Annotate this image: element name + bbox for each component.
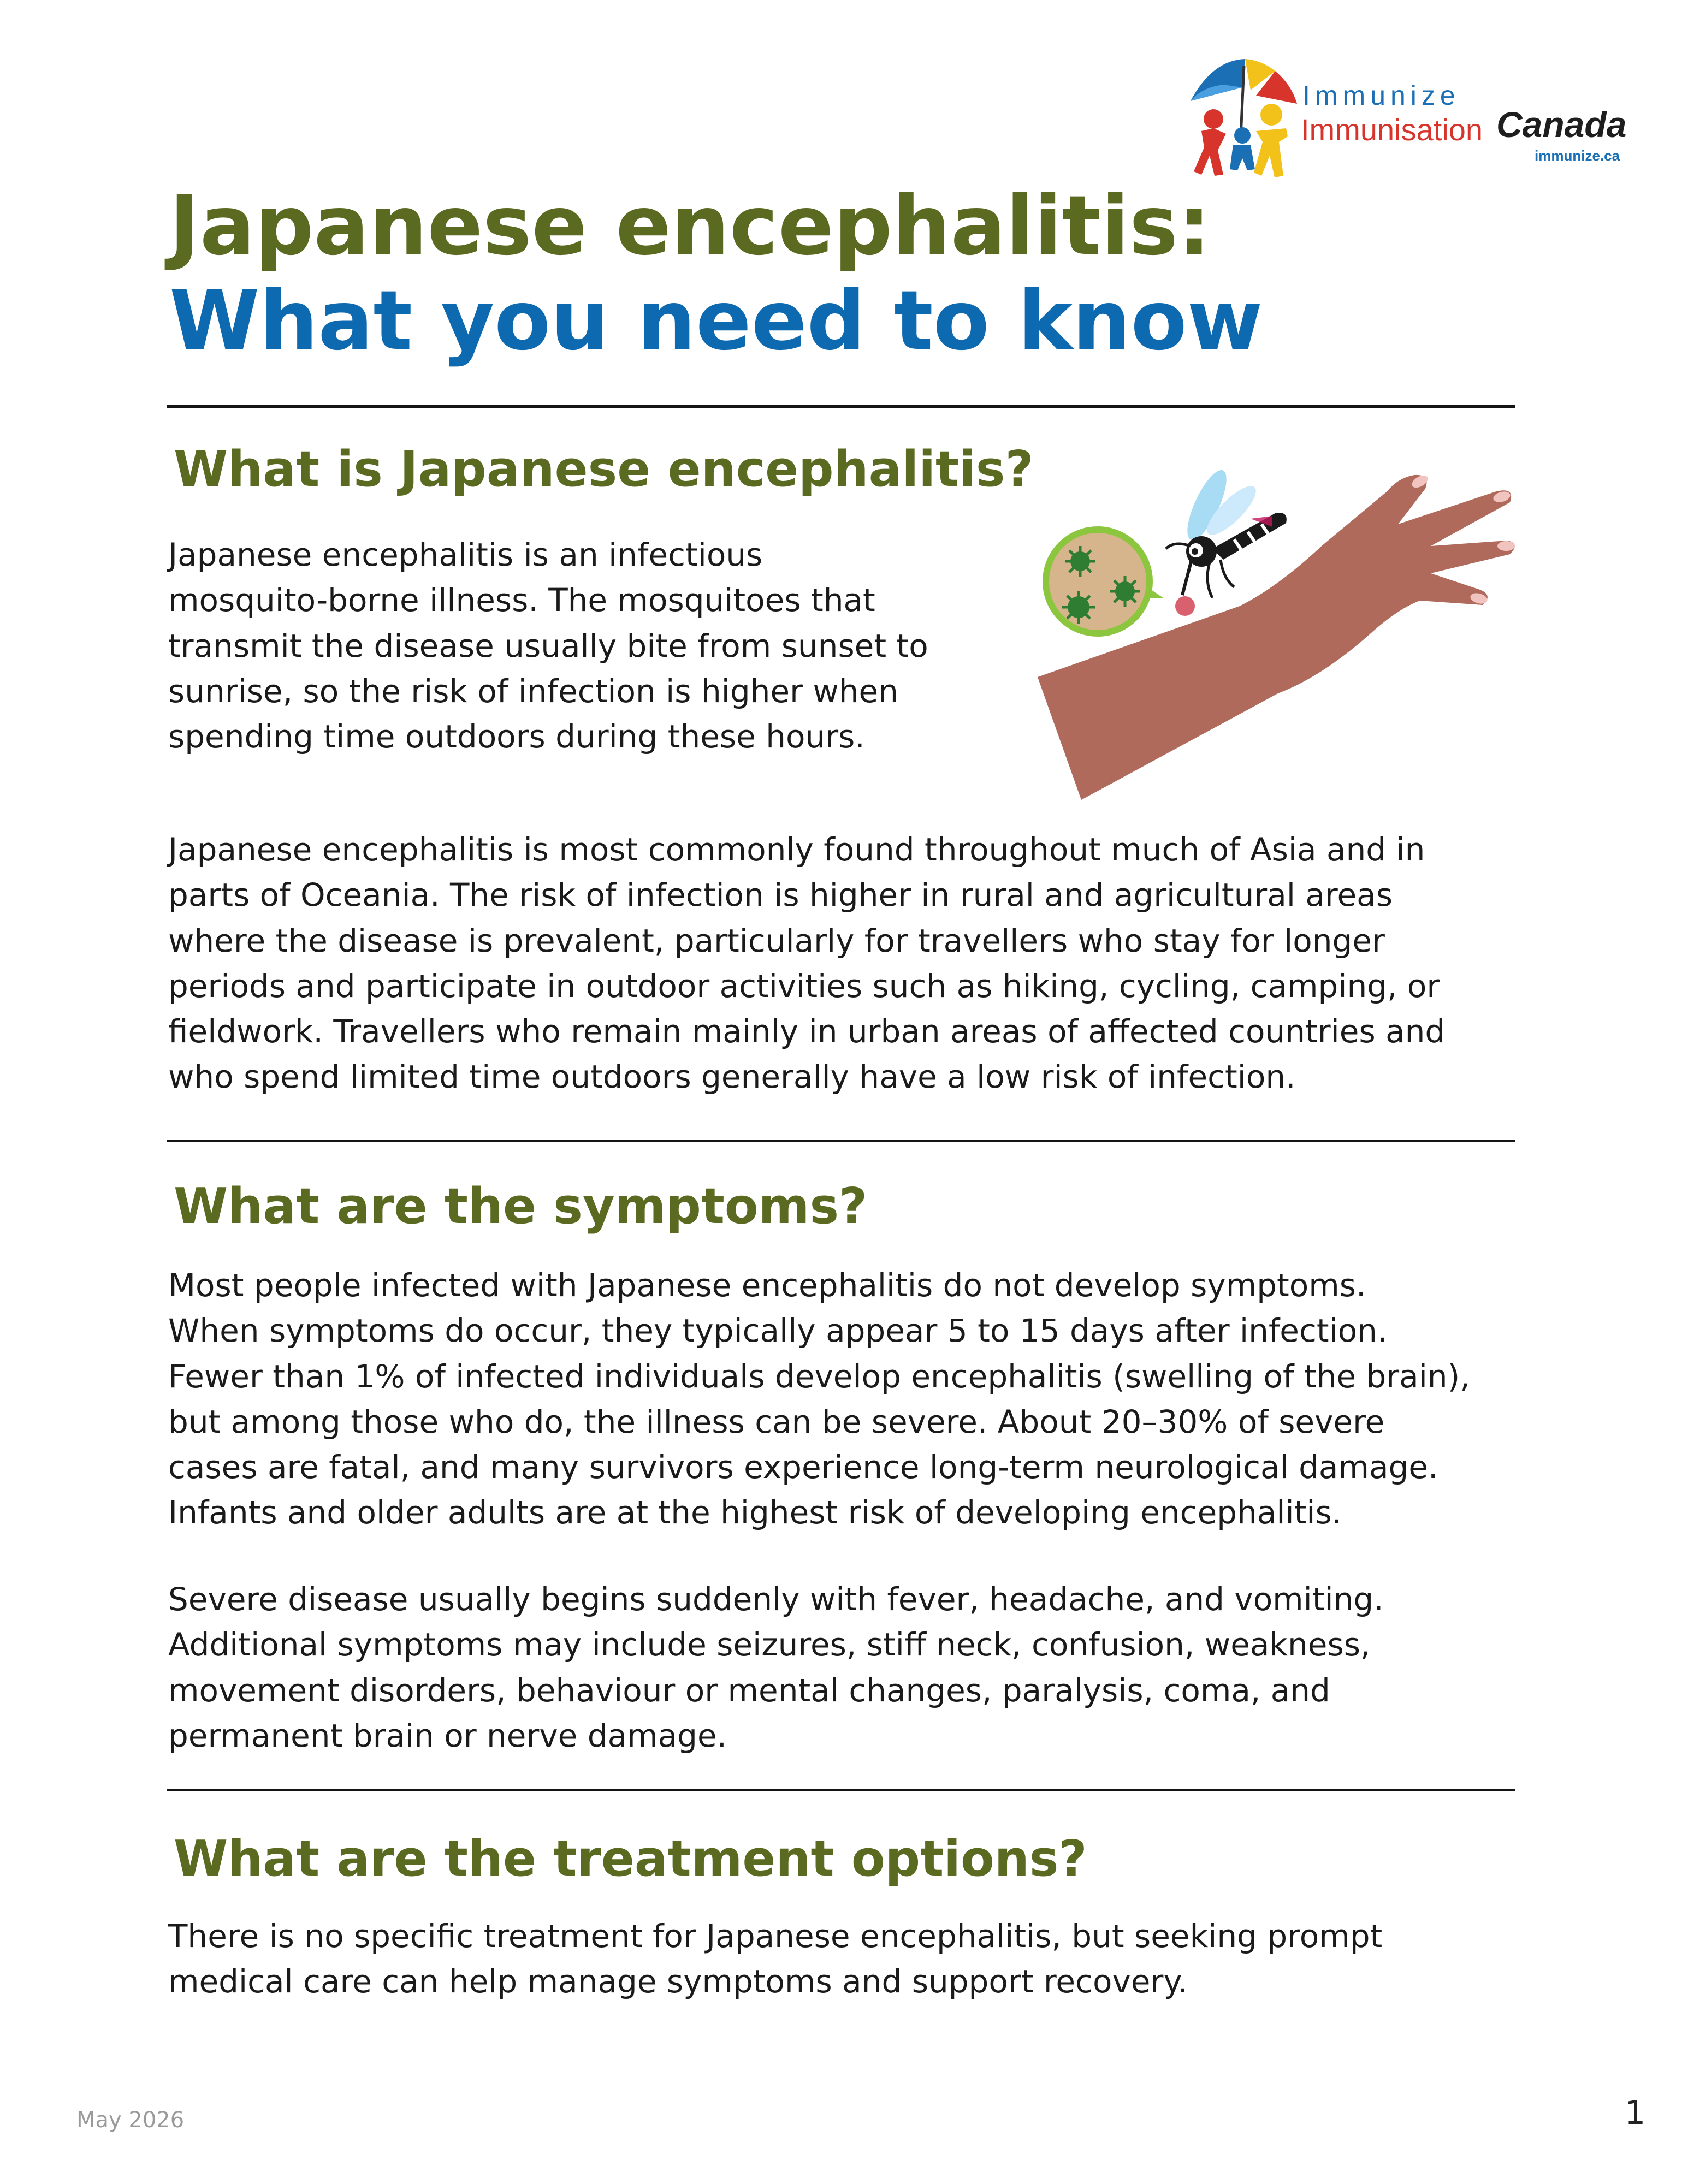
- paragraph-line: where the disease is prevalent, particularly for travellers who stay for longer: [168, 922, 1385, 959]
- virus-bubble-icon: [1046, 530, 1163, 633]
- mosquito-bite-illustration: [1016, 459, 1529, 808]
- paragraph-treatment: [168, 1914, 1382, 2005]
- paragraph-line: mosquito-borne illness. The mosquitoes that: [168, 581, 875, 619]
- section-divider: [167, 1140, 1515, 1142]
- paragraph-line: Additional symptoms may include seizures, stiff neck, confusion, weakness,: [168, 1626, 1371, 1664]
- paragraph-line: permanent brain or nerve damage.: [168, 1717, 727, 1754]
- paragraph-line: Japanese encephalitis is an infectious: [168, 536, 763, 573]
- paragraph-line: When symptoms do occur, they typically appear 5 to 15 days after infection.: [168, 1312, 1388, 1350]
- mosquito-icon: [1166, 465, 1287, 598]
- paragraph-line: transmit the disease usually bite from sunset to: [168, 627, 928, 664]
- paragraph-line: Infants and older adults are at the highest risk of developing encephalitis.: [168, 1494, 1342, 1532]
- paragraph-line: spending time outdoors during these hours.: [168, 718, 865, 756]
- paragraph-line: Severe disease usually begins suddenly with fever, headache, and vomiting.: [168, 1581, 1384, 1618]
- paragraph-line: who spend limited time outdoors generally have a low risk of infection.: [168, 1058, 1296, 1096]
- paragraph-line: movement disorders, behaviour or mental changes, paralysis, coma, and: [168, 1671, 1330, 1709]
- paragraph-line: Japanese encephalitis is most commonly found throughout much of Asia and in: [168, 831, 1425, 868]
- page-title-line-1: Japanese encephalitis:: [169, 179, 1211, 274]
- paragraph-line: parts of Oceania. The risk of infection is higher in rural and agricultural areas: [168, 876, 1393, 914]
- paragraph-symptoms-2: [168, 1577, 1384, 1759]
- paragraph-line: Fewer than 1% of infected individuals develop encephalitis (swelling of the brain),: [168, 1357, 1470, 1395]
- paragraph-what-is-2: [168, 827, 1445, 1100]
- section-divider: [167, 1789, 1515, 1791]
- logo-word-immunize: Immunize: [1302, 80, 1460, 111]
- section-heading-what-is: What is Japanese encephalitis?: [174, 441, 1034, 498]
- page-title-line-2: What you need to know: [169, 274, 1263, 369]
- paragraph-line: medical care can help manage symptoms and support recovery.: [168, 1963, 1188, 2001]
- paragraph-line: periods and participate in outdoor activities such as hiking, cycling, camping, or: [168, 967, 1440, 1005]
- paragraph-line: cases are fatal, and many survivors experience long-term neurological damage.: [168, 1449, 1438, 1486]
- section-heading-treatment: What are the treatment options?: [174, 1830, 1087, 1888]
- immunize-canada-logo: [1180, 55, 1638, 180]
- logo-word-immunisation: Immunisation: [1301, 112, 1483, 147]
- umbrella-family-icon: [1180, 55, 1305, 180]
- section-heading-symptoms: What are the symptoms?: [174, 1178, 868, 1235]
- page-number: 1: [1625, 2094, 1646, 2132]
- title-divider: [167, 405, 1515, 408]
- logo-word-canada: Canada: [1496, 104, 1627, 145]
- paragraph-what-is-1: [168, 532, 928, 759]
- footer-date: May 2026: [76, 2108, 185, 2133]
- paragraph-line: Most people infected with Japanese encephalitis do not develop symptoms.: [168, 1267, 1366, 1304]
- paragraph-line: but among those who do, the illness can be severe. About 20–30% of severe: [168, 1403, 1385, 1440]
- paragraph-line: fieldwork. Travellers who remain mainly in urban areas of affected countries and: [168, 1013, 1446, 1051]
- paragraph-symptoms-1: [168, 1263, 1470, 1536]
- logo-url: immunize.ca: [1535, 147, 1620, 164]
- paragraph-line: There is no specific treatment for Japanese encephalitis, but seeking prompt: [168, 1918, 1383, 1955]
- paragraph-line: sunrise, so the risk of infection is higher when: [168, 672, 899, 710]
